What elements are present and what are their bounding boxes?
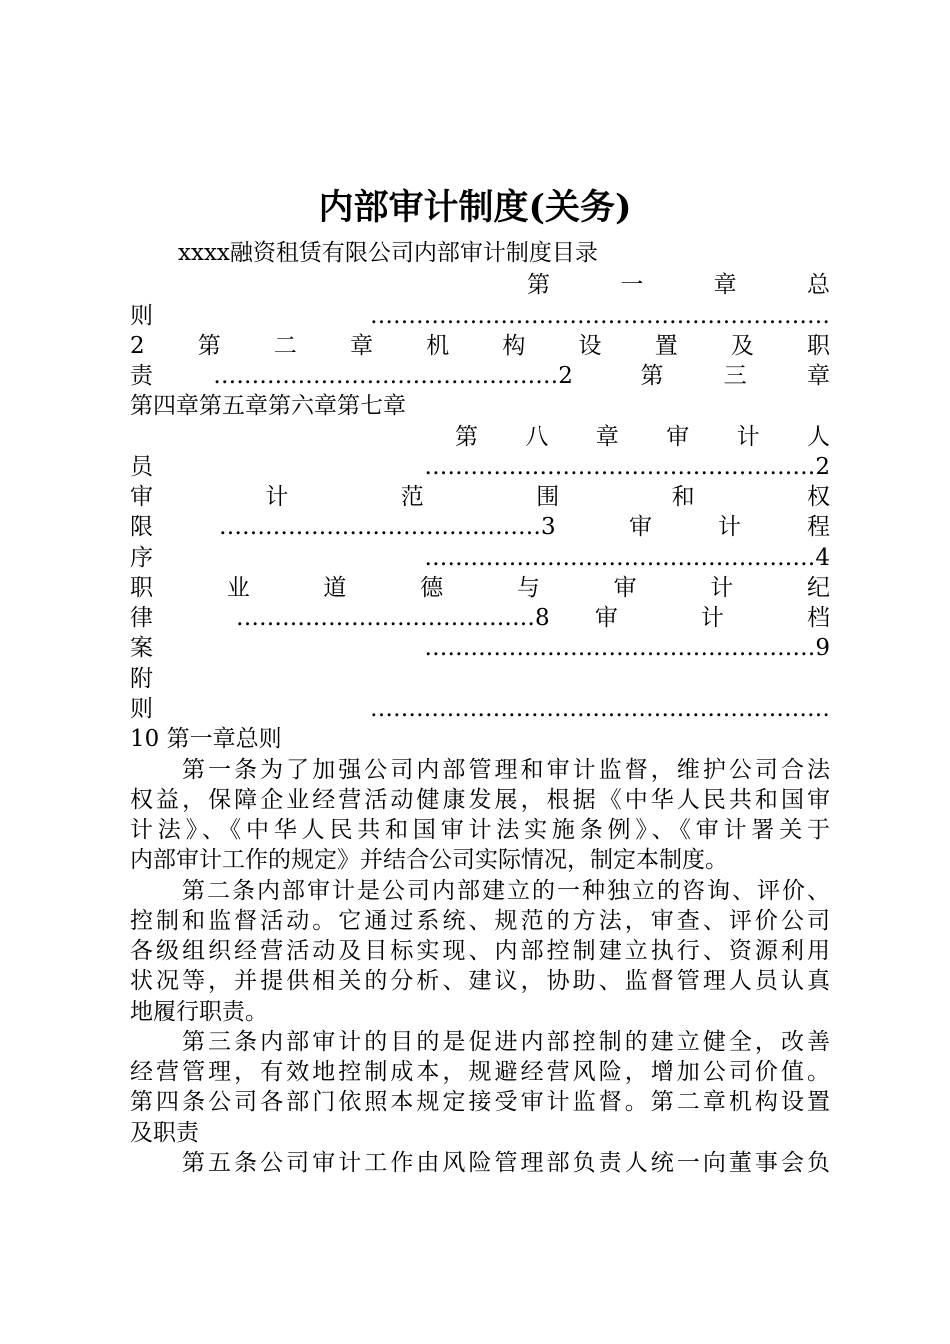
toc-line: 第 一 章 总: [527, 272, 830, 298]
paragraph-line: 经营管理，有效地控制成本，规避经营风险，增加公司价值。: [130, 1059, 830, 1085]
toc-line: 审 计 范 围 和 权: [130, 484, 830, 510]
toc-line: 2 第 二 章 机 构 设 置 及 职: [130, 333, 830, 359]
paragraph-line: 各级组织经营活动及目标实现、内部控制建立执行、资源利用: [130, 938, 830, 964]
toc-line: 员 ……………………………………………2: [130, 454, 830, 480]
toc-line: 职 业 道 德 与 审 计 纪: [130, 575, 830, 601]
paragraph-line: 地履行职责。: [130, 999, 268, 1025]
paragraph-line: 及职责: [130, 1120, 199, 1146]
paragraph-line: 第五条公司审计工作由风险管理部负责人统一向董事会负: [182, 1150, 830, 1176]
toc-line: 第四章第五章第六章第七章: [130, 393, 406, 419]
paragraph-line: 第三条内部审计的目的是促进内部控制的建立健全，改善: [182, 1029, 830, 1055]
toc-line: 第 八 章 审 计 人: [455, 424, 830, 450]
toc-line: 案 ……………………………………………9: [130, 635, 830, 661]
toc-line: 则……………………………………………………: [130, 303, 830, 329]
toc-line: 序 ……………………………………………4: [130, 545, 830, 571]
chapter-heading: 10 第一章总则: [130, 726, 282, 752]
paragraph-line: 权益，保障企业经营活动健康发展，根据《中华人民共和国审: [130, 787, 830, 813]
toc-line: 限……………………………………3 审计程: [130, 514, 830, 540]
paragraph-line: 第四条公司各部门依照本规定接受审计监督。第二章机构设置: [130, 1089, 830, 1115]
paragraph-line: 第一条为了加强公司内部管理和审计监督，维护公司合法: [182, 757, 830, 783]
toc-line: 则……………………………………………………: [130, 696, 830, 722]
toc-line: 附: [130, 666, 153, 692]
toc-line: 律 …………………………………8 审 计 档: [130, 605, 830, 631]
paragraph-line: 计法》、《中华人民共和国审计法实施条例》、《审计署关于: [130, 817, 830, 843]
toc-line: 责………………………………………2 第三章: [130, 363, 830, 389]
toc-heading: xxxx融资租赁有限公司内部审计制度目录: [178, 240, 598, 266]
paragraph-line: 第二条内部审计是公司内部建立的一种独立的咨询、评价、: [182, 878, 830, 904]
paragraph-line: 控制和监督活动。它通过系统、规范的方法，审查、评价公司: [130, 908, 830, 934]
paragraph-line: 状况等，并提供相关的分析、建议，协助、监督管理人员认真: [130, 968, 830, 994]
document-title: 内部审计制度(关务): [318, 187, 632, 228]
paragraph-line: 内部审计工作的规定》并结合公司实际情况，制定本制度。: [130, 847, 728, 873]
